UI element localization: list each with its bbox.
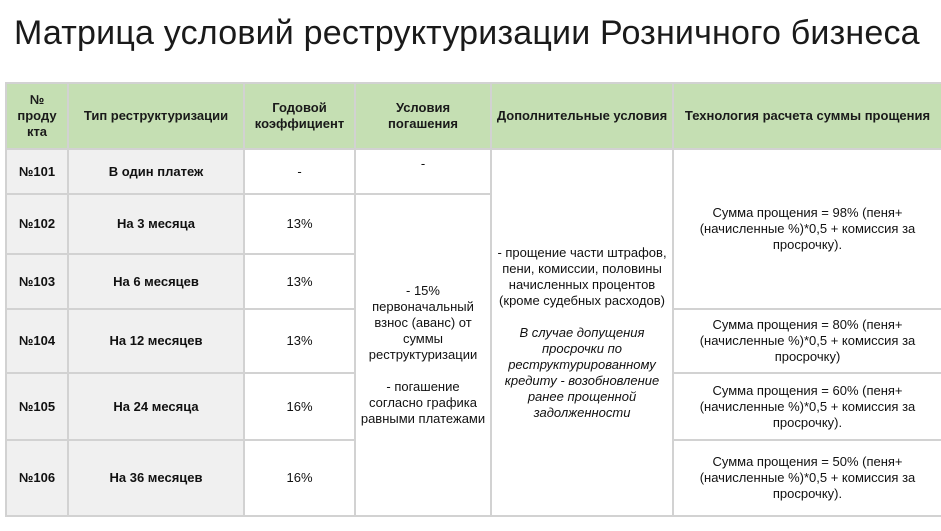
- annual-rate: 13%: [244, 254, 355, 309]
- repayment-terms-cell: [355, 194, 491, 516]
- product-number: №104: [6, 309, 68, 373]
- page-title: Матрица условий реструктуризации Розничного бизнеса: [14, 14, 920, 52]
- annual-rate: 13%: [244, 309, 355, 373]
- additional-terms-main: - прощение части штрафов, пени, комиссии, половины начисленных процентов (кроме судебных расходов): [497, 244, 667, 308]
- restructuring-type: На 12 месяцев: [68, 309, 244, 373]
- restructuring-matrix-table: [5, 82, 941, 517]
- repayment-terms-single: -: [355, 149, 491, 194]
- additional-terms-note: В случае допущения просрочки по реструктурированному кредиту - возобновление ранее прощенной задолженности: [504, 324, 660, 420]
- header-row: [6, 83, 941, 149]
- restructuring-type: На 36 месяцев: [68, 440, 244, 516]
- forgiveness-calculation-50: Сумма прощения = 50% (пеня+ (начисленные %)*0,5 + комиссия за просрочку).: [673, 440, 941, 516]
- restructuring-type: На 3 месяца: [68, 194, 244, 254]
- annual-rate: 16%: [244, 373, 355, 440]
- header-product-number: № проду кта: [6, 83, 68, 149]
- restructuring-type: На 24 месяца: [68, 373, 244, 440]
- table-row: [6, 149, 941, 194]
- annual-rate: 16%: [244, 440, 355, 516]
- header-annual-rate: Годовой коэффициент: [244, 83, 355, 149]
- repayment-terms-advance: - 15% первоначальный взнос (аванс) от суммы реструктуризации: [368, 283, 478, 362]
- restructuring-type: На 6 месяцев: [68, 254, 244, 309]
- product-number: №101: [6, 149, 68, 194]
- annual-rate: -: [244, 149, 355, 194]
- annual-rate: 13%: [244, 194, 355, 254]
- product-number: №103: [6, 254, 68, 309]
- forgiveness-calculation-60: Сумма прощения = 60% (пеня+ (начисленные %)*0,5 + комиссия за просрочку).: [673, 373, 941, 440]
- additional-terms-cell: [491, 149, 673, 516]
- forgiveness-calculation-98: Сумма прощения = 98% (пеня+ (начисленные %)*0,5 + комиссия за просрочку).: [673, 149, 941, 309]
- forgiveness-calculation-80: Сумма прощения = 80% (пеня+ (начисленные %)*0,5 + комиссия за просрочку): [673, 309, 941, 373]
- header-restructuring-type: Тип реструктуризации: [68, 83, 244, 149]
- header-additional-terms: Дополнительные условия: [491, 83, 673, 149]
- product-number: №102: [6, 194, 68, 254]
- header-forgiveness-calculation: Технология расчета суммы прощения: [673, 83, 941, 149]
- product-number: №105: [6, 373, 68, 440]
- product-number: №106: [6, 440, 68, 516]
- repayment-terms-schedule: - погашение согласно графика равными платежами: [360, 379, 486, 426]
- restructuring-type: В один платеж: [68, 149, 244, 194]
- header-repayment-terms: Условия погашения: [355, 83, 491, 149]
